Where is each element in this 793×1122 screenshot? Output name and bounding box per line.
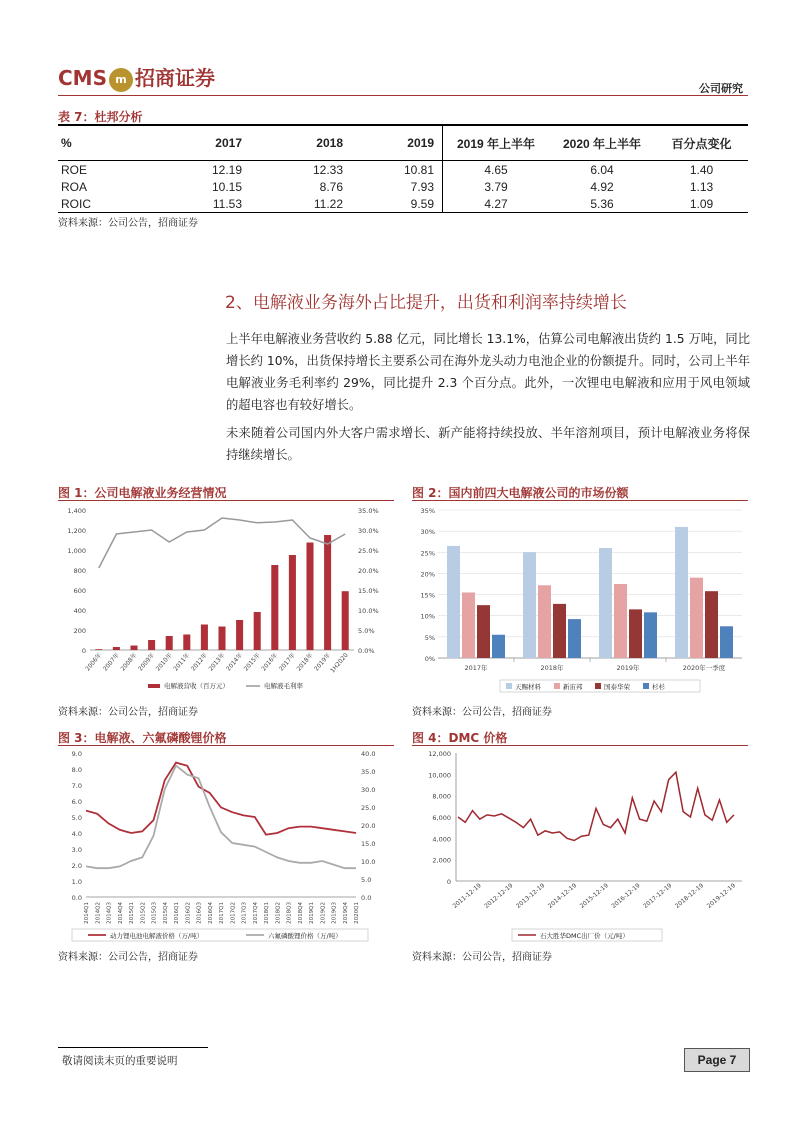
- page-number: Page 7: [684, 1048, 750, 1072]
- y2-tick-label: 15.0%: [358, 587, 379, 595]
- y-tick-label: 0: [446, 878, 451, 886]
- cms-logo-mark: m: [109, 68, 133, 92]
- legend-label: 六氟磷酸锂价格（万/吨）: [268, 932, 342, 940]
- header-divider: [58, 95, 748, 96]
- y-tick-label: 400: [73, 607, 86, 615]
- table7-title: 表 7：杜邦分析: [58, 110, 143, 124]
- y-tick-label: 7.0: [71, 782, 82, 790]
- fig1-source: 资料来源：公司公告，招商证券: [58, 707, 198, 718]
- table-row: ROE 12.19 12.33 10.81 4.65 6.04 1.40: [61, 162, 714, 177]
- x-tick-label: 2016Q2: [185, 902, 192, 924]
- legend-label: 电解液营收（百万元）: [164, 682, 229, 690]
- y-tick-label: 4.0: [71, 830, 82, 838]
- x-tick-label: 2011年: [172, 651, 192, 673]
- y2-tick-label: 10.0%: [358, 607, 379, 615]
- bar: [599, 548, 612, 658]
- y-tick-label: 0: [81, 647, 86, 655]
- bar: [289, 555, 296, 650]
- x-tick-label: 2018Q1: [264, 902, 270, 924]
- x-tick-label: 2019Q2: [320, 902, 327, 924]
- x-tick-label: 2018-12-19: [673, 882, 706, 910]
- x-tick-label: 2017年: [277, 651, 297, 673]
- legend-swatch: [595, 683, 601, 689]
- x-tick-label: 2014Q1: [84, 902, 90, 924]
- y-tick-label: 8.0: [71, 766, 82, 774]
- bar: [254, 612, 261, 650]
- section-title: 2、电解液业务海外占比提升，出货和利润率持续增长: [225, 293, 627, 313]
- table7-source: 资料来源：公司公告，招商证券: [58, 218, 198, 229]
- bar: [306, 543, 313, 651]
- paragraph-1: 上半年电解液业务营收约 5.88 亿元，同比增长 13.1%，估算公司电解液出货约 1.5 万吨，同比增长约 10%，出货保持增长主要系公司在海外龙头动力电池企业的份额提升。同时，公司上半年电解液业务毛利率约 29%，同比提升 2.3 个百分点。此外，一次锂电电解液和应用于风电领域的超电容也有较好增长。: [226, 332, 750, 412]
- x-tick-label: 2013-12-19: [515, 882, 547, 910]
- legend-swatch: [554, 683, 560, 689]
- x-tick-label: 2019年: [313, 651, 333, 673]
- bar: [236, 620, 243, 650]
- price-line: [86, 766, 356, 869]
- x-tick-label: 2018年: [540, 664, 564, 672]
- y-tick-label: 35%: [420, 507, 435, 515]
- x-tick-label: 2014Q4: [117, 902, 124, 924]
- x-tick-label: 2018Q4: [297, 902, 304, 924]
- y2-tick-label: 35.0%: [358, 507, 379, 515]
- fig4-title-rule: [412, 745, 748, 746]
- y2-tick-label: 20.0%: [358, 567, 379, 575]
- x-tick-label: 1H2020: [329, 651, 350, 675]
- x-tick-label: 2015-12-19: [578, 882, 610, 910]
- y2-tick-label: 20.0: [361, 822, 376, 830]
- y-tick-label: 30%: [420, 528, 435, 537]
- x-tick-label: 2013年: [207, 651, 227, 673]
- x-tick-label: 2010年: [154, 651, 174, 673]
- x-tick-label: 2014Q2: [95, 902, 102, 924]
- bar: [492, 635, 505, 658]
- chart-market-share: [412, 502, 748, 700]
- bar: [675, 527, 688, 658]
- fig1-title-rule: [58, 500, 394, 501]
- y-tick-label: 1,200: [67, 527, 86, 535]
- x-tick-label: 2019年: [616, 664, 640, 672]
- x-tick-label: 2015Q2: [140, 902, 147, 924]
- x-tick-label: 2017Q2: [230, 902, 237, 924]
- y-tick-label: 25%: [420, 549, 435, 558]
- bar: [271, 565, 278, 650]
- header-section-label: 公司研究: [699, 82, 743, 95]
- y-tick-label: 800: [73, 567, 86, 575]
- bar: [166, 636, 173, 650]
- y-tick-label: 3.0: [71, 846, 82, 854]
- bar: [218, 627, 225, 651]
- bar: [629, 609, 642, 658]
- x-tick-label: 2016Q4: [207, 902, 214, 924]
- x-tick-label: 2017Q3: [241, 902, 248, 924]
- fig3-source: 资料来源：公司公告，招商证券: [58, 952, 198, 963]
- y-tick-label: 6.0: [71, 798, 82, 806]
- legend-swatch: [148, 684, 160, 688]
- bar: [538, 585, 551, 658]
- x-tick-label: 2009年: [137, 651, 157, 673]
- y2-tick-label: 15.0: [361, 840, 376, 848]
- y2-tick-label: 10.0: [361, 858, 376, 866]
- table-header-row: % 2017 2018 2019 2019 年上半年 2020 年上半年 百分点变化: [58, 125, 748, 161]
- x-tick-label: 2015Q1: [129, 902, 135, 924]
- y-tick-label: 1,400: [67, 507, 86, 515]
- y2-tick-label: 0.0: [361, 894, 372, 902]
- bar: [148, 640, 155, 650]
- price-line: [86, 763, 356, 835]
- y-tick-label: 15%: [420, 591, 435, 600]
- bar: [462, 592, 475, 658]
- legend-label: 国泰华荣: [604, 683, 630, 691]
- x-tick-label: 2020Q1: [354, 902, 360, 924]
- bar: [324, 535, 331, 650]
- y2-tick-label: 25.0: [361, 804, 376, 812]
- x-tick-label: 2012-12-19: [483, 882, 515, 910]
- x-tick-label: 2015Q3: [151, 902, 158, 924]
- x-tick-label: 2019Q1: [309, 902, 315, 924]
- y2-tick-label: 5.0%: [358, 627, 375, 635]
- y-tick-label: 600: [73, 587, 86, 595]
- y-tick-label: 8,000: [432, 792, 451, 801]
- table-row: ROIC 11.53 11.22 9.59 4.27 5.36 1.09: [58, 195, 748, 213]
- y-tick-label: 10%: [420, 612, 435, 621]
- bar: [568, 619, 581, 658]
- bar: [705, 591, 718, 658]
- bar: [477, 605, 490, 658]
- x-tick-label: 2019Q3: [331, 902, 338, 924]
- chart-electrolyte-business: [58, 502, 394, 700]
- y-tick-label: 2,000: [432, 856, 451, 865]
- dmc-price-line: [458, 772, 734, 840]
- bar: [523, 552, 536, 658]
- bar: [614, 584, 627, 658]
- bar: [113, 647, 120, 650]
- x-tick-label: 2007年: [101, 651, 121, 673]
- y-tick-label: 10,000: [428, 771, 451, 780]
- dupont-table: [58, 124, 748, 213]
- cms-logo: CMS m 招商证券: [58, 66, 215, 90]
- chart-dmc-price: [412, 747, 748, 945]
- legend-label: 石大胜华DMC出厂价（元/吨）: [540, 932, 629, 940]
- x-tick-label: 2017年: [464, 664, 488, 672]
- fig4-title: 图 4：DMC 价格: [412, 731, 508, 745]
- y-tick-label: 2.0: [71, 862, 82, 870]
- bar: [201, 625, 208, 651]
- legend-swatch: [643, 683, 649, 689]
- y-tick-label: 0.0: [71, 894, 82, 902]
- fig2-source: 资料来源：公司公告，招商证券: [412, 707, 552, 718]
- y2-tick-label: 30.0: [361, 786, 376, 794]
- bar: [342, 591, 349, 650]
- y-tick-label: 6,000: [432, 814, 451, 822]
- bar: [690, 578, 703, 658]
- chart-electrolyte-lipf6-price: [58, 747, 394, 945]
- fig3-title: 图 3：电解液、六氟磷酸锂价格: [58, 731, 227, 745]
- y-tick-label: 5.0: [71, 814, 82, 822]
- x-tick-label: 2008年: [119, 651, 139, 673]
- legend-label: 电解液毛利率: [264, 682, 303, 690]
- bar: [130, 646, 137, 651]
- x-tick-label: 2018Q2: [275, 902, 282, 924]
- bar: [183, 635, 190, 651]
- legend-label: 动力锂电池电解液价格（万/吨）: [110, 932, 204, 940]
- x-tick-label: 2018Q3: [286, 902, 293, 924]
- x-tick-label: 2018年: [295, 651, 315, 673]
- x-tick-label: 2017-12-19: [642, 882, 674, 910]
- x-tick-label: 2019Q4: [342, 902, 349, 924]
- fig3-title-rule: [58, 745, 394, 746]
- table-row: ROA 10.15 8.76 7.93 3.79 4.92 1.13: [61, 179, 714, 194]
- y2-tick-label: 30.0%: [358, 527, 379, 535]
- x-tick-label: 2012年: [189, 651, 209, 673]
- bar: [644, 612, 657, 658]
- y-tick-label: 200: [73, 627, 86, 635]
- legend-label: 新宙邦: [563, 683, 583, 691]
- x-tick-label: 2014-12-19: [546, 882, 579, 910]
- y-tick-label: 5%: [424, 633, 435, 642]
- fig4-source: 资料来源：公司公告，招商证券: [412, 952, 552, 963]
- y2-tick-label: 40.0: [361, 750, 376, 758]
- y2-tick-label: 25.0%: [358, 547, 379, 555]
- x-tick-label: 2016-12-19: [610, 882, 642, 910]
- x-tick-label: 2014Q3: [106, 902, 113, 924]
- x-tick-label: 2016年: [260, 651, 280, 673]
- y-tick-label: 0%: [424, 655, 435, 663]
- x-tick-label: 2016Q3: [196, 902, 203, 924]
- x-tick-label: 2017Q4: [252, 902, 259, 924]
- y-tick-label: 1.0: [71, 878, 82, 886]
- x-tick-label: 2015Q4: [162, 902, 169, 924]
- bar: [95, 649, 102, 650]
- x-tick-label: 2016Q1: [174, 902, 180, 924]
- bar: [553, 604, 566, 658]
- legend-label: 杉杉: [652, 683, 665, 691]
- y-tick-label: 12,000: [428, 750, 451, 758]
- fig2-title: 图 2：国内前四大电解液公司的市场份额: [412, 486, 629, 500]
- fig2-title-rule: [412, 500, 748, 501]
- y2-tick-label: 5.0: [361, 876, 372, 884]
- footer-disclaimer: 敬请阅读末页的重要说明: [62, 1055, 178, 1067]
- x-tick-label: 2006年: [84, 651, 104, 673]
- fig1-title: 图 1：公司电解液业务经营情况: [58, 486, 227, 500]
- footer-divider: [58, 1047, 208, 1048]
- x-tick-label: 2015年: [242, 651, 262, 673]
- x-tick-label: 2014年: [225, 651, 245, 673]
- y-tick-label: 20%: [420, 570, 435, 579]
- y2-tick-label: 0.0%: [358, 647, 375, 655]
- y-tick-label: 4,000: [432, 835, 451, 844]
- x-tick-label: 2017Q1: [219, 902, 225, 924]
- legend-label: 天赐材料: [515, 683, 541, 691]
- bar: [720, 626, 733, 658]
- x-tick-label: 2020年一季度: [682, 664, 726, 672]
- x-tick-label: 2019-12-19: [705, 882, 737, 910]
- paragraph-2: 未来随着公司国内外大客户需求增长、新产能将持续投放、半年溶剂项目，预计电解液业务将保持继续增长。: [226, 426, 750, 462]
- y2-tick-label: 35.0: [361, 768, 376, 776]
- legend-swatch: [506, 683, 512, 689]
- bar: [447, 546, 460, 658]
- x-tick-label: 2011-12-19: [451, 882, 483, 910]
- y-tick-label: 9.0: [71, 750, 82, 758]
- y-tick-label: 1,000: [67, 547, 86, 555]
